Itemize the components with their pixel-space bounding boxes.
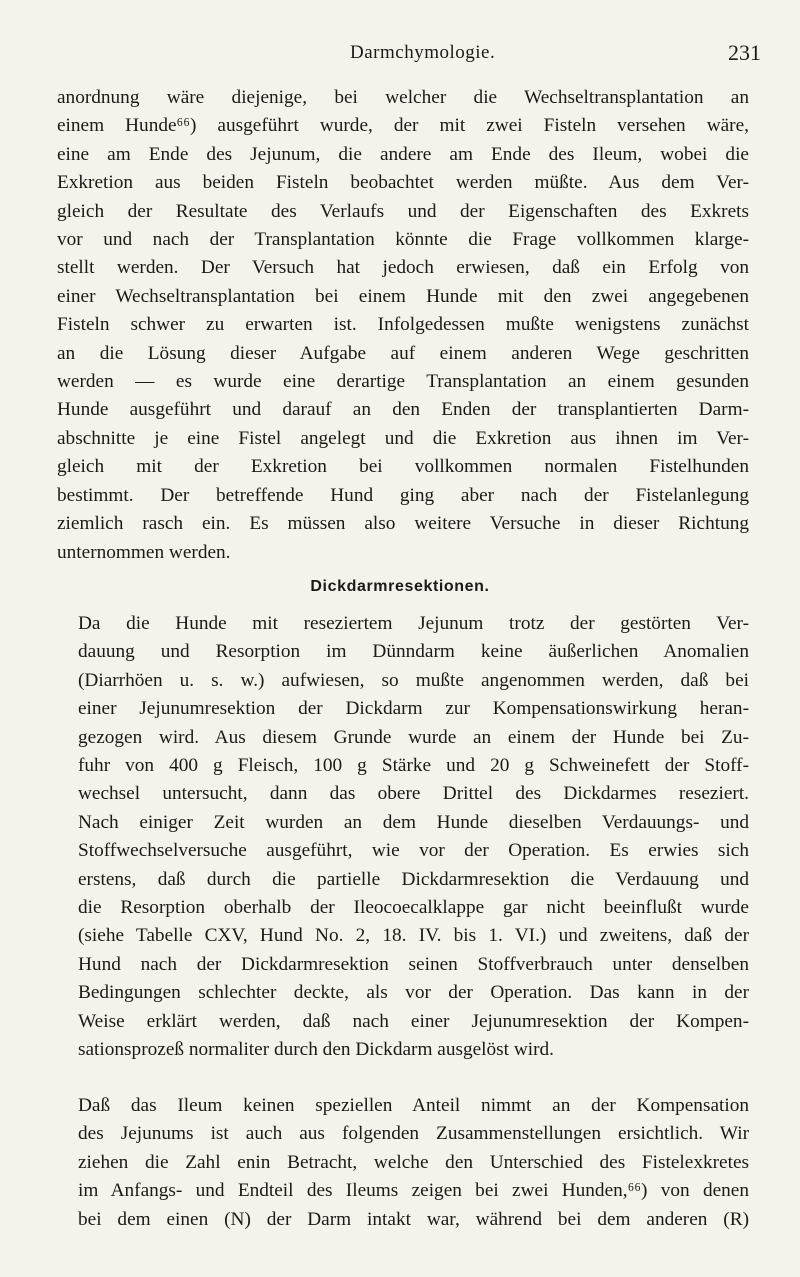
text-line: Weise erklärt werden, daß nach einer Jejunumresektion der Kompen- <box>78 1010 749 1032</box>
section-heading: Dickdarmresektionen. <box>310 578 490 595</box>
text-line: Bedingungen schlechter deckte, als vor der Operation. Das kann in der <box>78 982 749 1004</box>
paragraph <box>57 1092 749 1234</box>
text-line: erstens, daß durch die partielle Dickdarmresektion die Verdauung und <box>78 868 749 890</box>
running-title: Darmchymologie. <box>350 42 496 63</box>
text-line: an die Lösung dieser Aufgabe auf einem anderen Wege geschritten <box>57 342 749 364</box>
text-line: einer Jejunumresektion der Dickdarm zur Kompensationswirkung heran- <box>78 698 749 720</box>
text-line: abschnitte je eine Fistel angelegt und die Exkretion aus ihnen im Ver- <box>57 427 749 449</box>
text-line: im Anfangs- und Endteil des Ileums zeigen bei zwei Hunden,⁶⁶) von denen <box>78 1180 749 1202</box>
text-line: einem Hunde⁶⁶) ausgeführt wurde, der mit zwei Fisteln versehen wäre, <box>57 115 749 137</box>
text-line: sationsprozeß normaliter durch den Dickdarm ausgelöst wird. <box>78 1039 555 1061</box>
text-line: bestimmt. Der betreffende Hund ging aber nach der Fistelanlegung <box>57 484 749 506</box>
paragraph-continued <box>57 84 749 567</box>
text-line: werden — es wurde eine derartige Transplantation an einem gesunden <box>57 371 749 393</box>
text-line: Stoffwechselversuche ausgeführt, wie vor der Operation. Es erwies sich <box>78 840 749 862</box>
text-line: anordnung wäre diejenige, bei welcher die Wechseltransplantation an <box>57 87 749 108</box>
text-line: Daß das Ileum keinen speziellen Anteil nimmt an der Kompensation <box>78 1095 749 1116</box>
text-line: des Jejunums ist auch aus folgenden Zusammenstellungen ersichtlich. Wir <box>78 1123 749 1145</box>
text-line: die Resorption oberhalb der Ileocoecalklappe gar nicht beeinflußt wurde <box>78 897 749 919</box>
page-number: 231 <box>728 40 761 65</box>
text-line: (siehe Tabelle CXV, Hund No. 2, 18. IV. bis 1. VI.) und zweitens, daß der <box>78 925 749 947</box>
text-line: vor und nach der Transplantation könnte die Frage vollkommen klarge- <box>57 229 749 251</box>
text-line: gezogen wird. Aus diesem Grunde wurde an einem der Hunde bei Zu- <box>78 726 749 748</box>
text-line: Da die Hunde mit reseziertem Jejunum trotz der gestörten Ver- <box>78 613 749 634</box>
text-line: eine am Ende des Jejunum, die andere am Ende des Ileum, wobei die <box>57 143 749 165</box>
text-line: gleich mit der Exkretion bei vollkommen normalen Fistelhunden <box>57 456 749 478</box>
text-line: gleich der Resultate des Verlaufs und der Eigenschaften des Exkrets <box>57 200 749 222</box>
text-line: Hund nach der Dickdarmresektion seinen Stoffverbrauch unter denselben <box>78 953 749 975</box>
text-line: (Diarrhöen u. s. w.) aufwiesen, so mußte angenommen werden, daß bei <box>78 669 749 691</box>
text-line: ziemlich rasch ein. Es müssen also weitere Versuche in dieser Richtung <box>57 513 749 535</box>
paragraph <box>57 610 749 1065</box>
text-line: dauung und Resorption im Dünndarm keine äußerlichen Anomalien <box>78 641 749 663</box>
text-line: stellt werden. Der Versuch hat jedoch erwiesen, daß ein Erfolg von <box>57 257 749 279</box>
text-line: ziehen die Zahl enin Betracht, welche den Unterschied des Fistelexkretes <box>78 1151 749 1173</box>
text-line: Fisteln schwer zu erwarten ist. Infolgedessen mußte wenigstens zunächst <box>57 314 749 336</box>
text-line: Hunde ausgeführt und darauf an den Enden der transplantierten Darm- <box>57 399 749 421</box>
text-line: einer Wechseltransplantation bei einem Hunde mit den zwei angegebenen <box>57 285 749 307</box>
text-line: Exkretion aus beiden Fisteln beobachtet werden müßte. Aus dem Ver- <box>57 172 749 194</box>
text-line: unternommen werden. <box>57 541 231 563</box>
text-line: wechsel untersucht, dann das obere Drittel des Dickdarmes reseziert. <box>78 783 749 805</box>
text-line: fuhr von 400 g Fleisch, 100 g Stärke und 20 g Schweinefett der Stoff- <box>78 755 749 777</box>
text-line: bei dem einen (N) der Darm intakt war, während bei dem anderen (R) <box>78 1208 749 1230</box>
text-line: Nach einiger Zeit wurden an dem Hunde dieselben Verdauungs- und <box>78 811 749 833</box>
running-head <box>0 40 800 68</box>
